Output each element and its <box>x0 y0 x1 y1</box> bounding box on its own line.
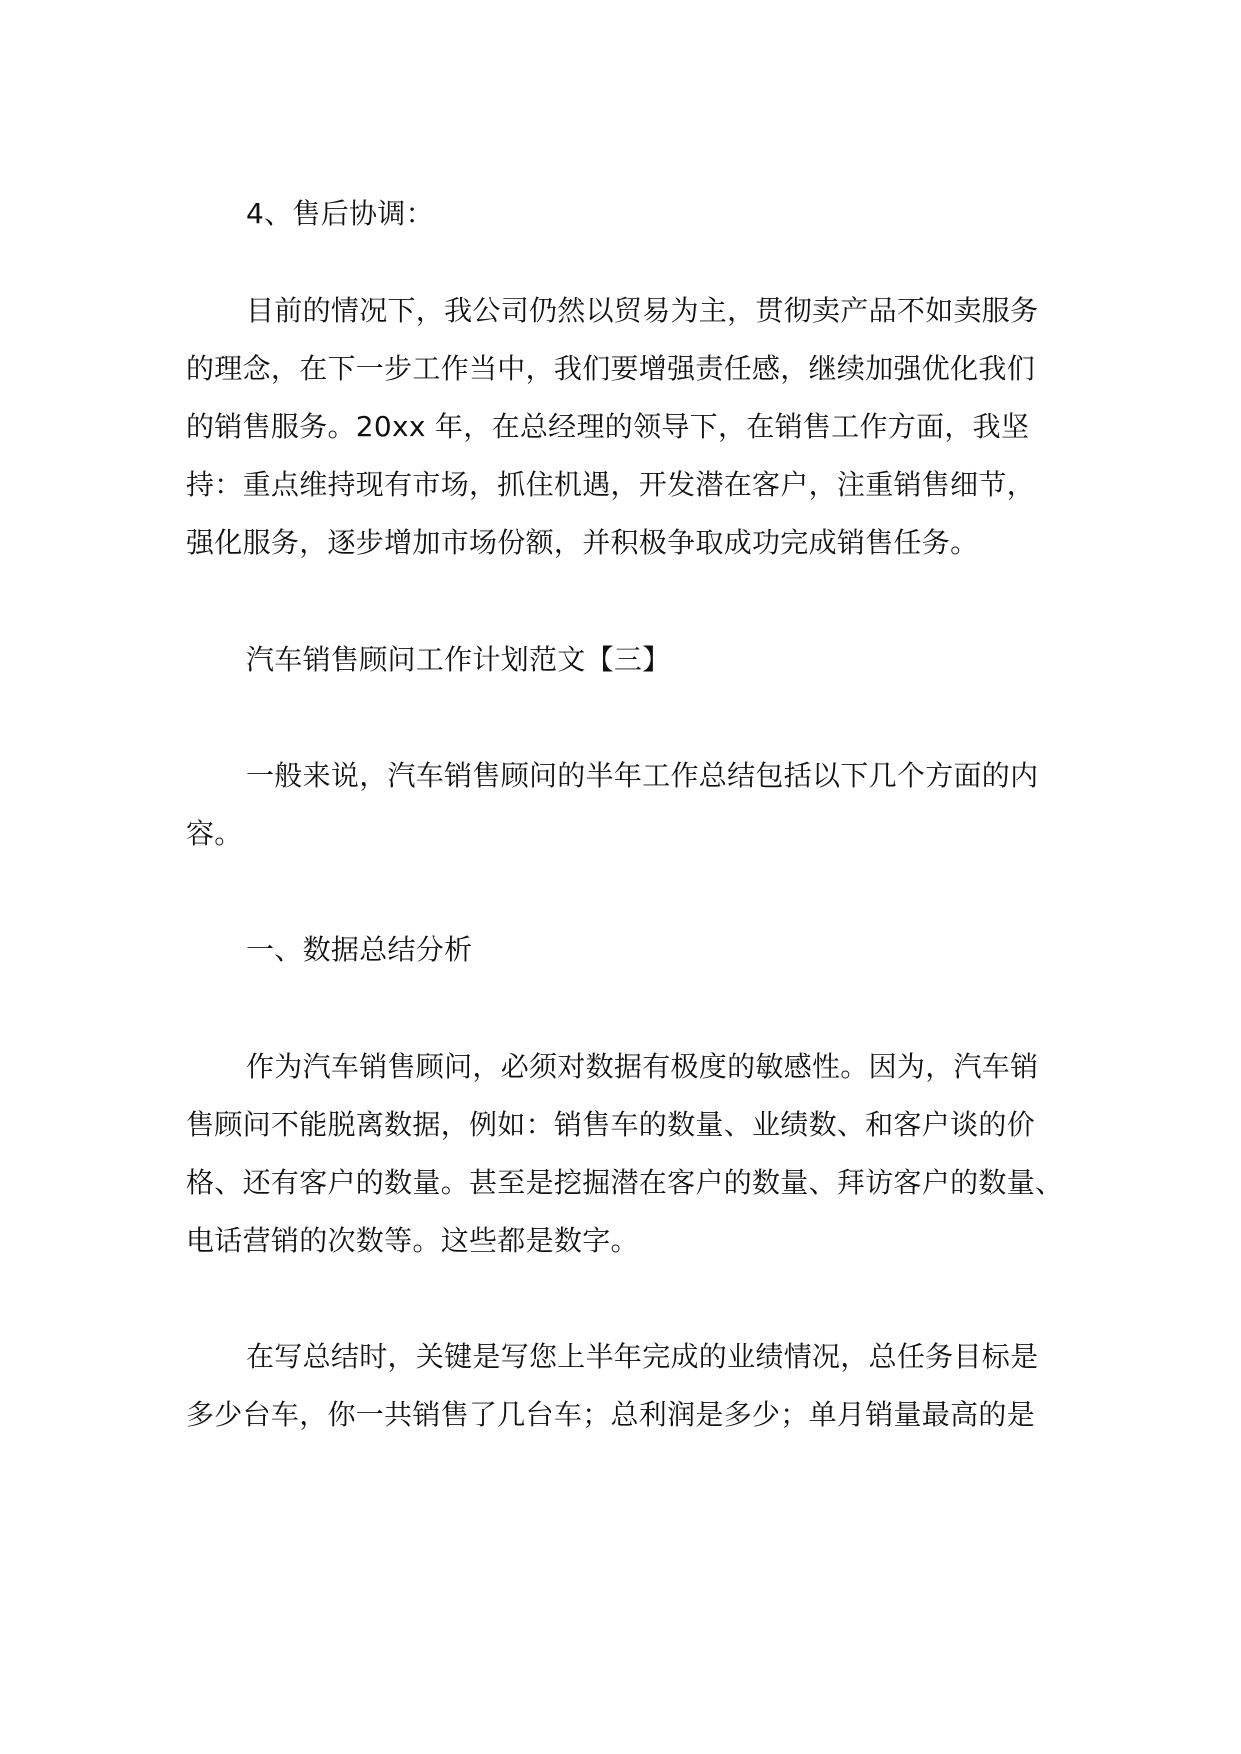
heading-data-analysis: 一、数据总结分析 <box>246 933 473 966</box>
text-line: 一般来说，汽车销售顾问的半年工作总结包括以下几个方面的内 <box>246 759 1039 792</box>
text-line: 强化服务，逐步增加市场份额，并积极争取成功完成销售任务。 <box>186 526 979 559</box>
text-line: 的销售服务。20xx 年，在总经理的领导下，在销售工作方面，我坚 <box>186 410 1030 443</box>
text-line: 的理念，在下一步工作当中，我们要增强责任感，继续加强优化我们 <box>186 352 1036 385</box>
text-line: 目前的情况下，我公司仍然以贸易为主，贯彻卖产品不如卖服务 <box>246 294 1039 327</box>
text-line: 售顾问不能脱离数据，例如：销售车的数量、业绩数、和客户谈的价 <box>186 1108 1036 1141</box>
text-line: 作为汽车销售顾问，必须对数据有极度的敏感性。因为，汽车销 <box>246 1050 1039 1083</box>
text-line: 格、还有客户的数量。甚至是挖掘潜在客户的数量、拜访客户的数量、 <box>186 1166 1064 1199</box>
heading-after-sales: 4、售后协调： <box>246 197 434 230</box>
text-line: 持：重点维持现有市场，抓住机遇，开发潜在客户，注重销售细节， <box>186 468 1036 501</box>
text-line: 在写总结时，关键是写您上半年完成的业绩情况，总任务目标是 <box>246 1340 1039 1373</box>
text-line: 多少台车，你一共销售了几台车；总利润是多少；单月销量最高的是 <box>186 1398 1036 1431</box>
text-line: 容。 <box>186 817 243 850</box>
text-line: 电话营销的次数等。这些都是数字。 <box>186 1224 639 1257</box>
section-title: 汽车销售顾问工作计划范文【三】 <box>246 643 671 676</box>
